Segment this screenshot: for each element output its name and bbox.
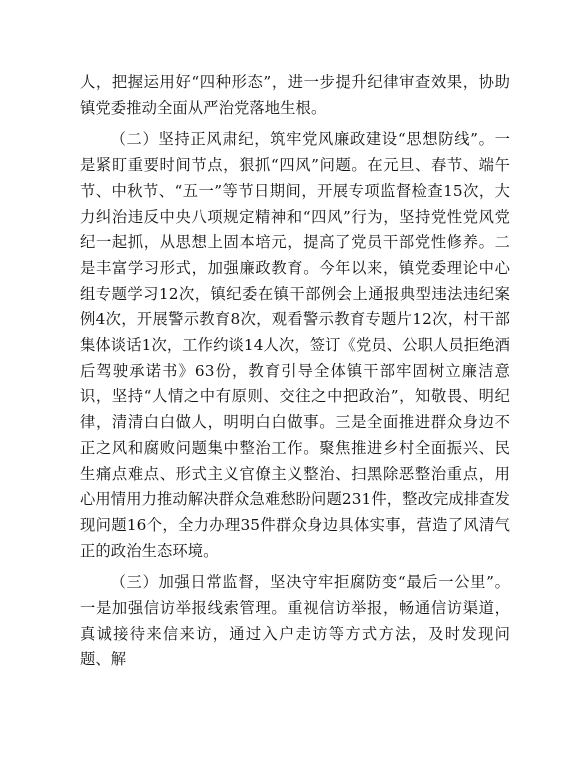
document-page	[80, 70, 510, 673]
paragraph-continuation: 人，把握运用好“四种形态”，进一步提升纪律审查效果，协助镇党委推动全面从严治党落地生根。	[80, 73, 510, 117]
paragraph-section-two: （二）坚持正风肃纪，筑牢党风廉政建设“思想防线”。一是紧盯重要时间节点，狠抓“四风”问题。在元旦、春节、端午节、中秋节、“五一”等节日期间，开展专项监督检查15次，大力纠治违反中央八项规定精神和“四风”行为，坚持党性党风党纪一起抓，从思想上固本培元，提高了党员干部党性修养。二是丰富学习形式，加强廉政教育。今年以来，镇党委理论中心组专题学习12次，镇纪委在镇干部例会上通报典型违法违纪案例4次，开展警示教育8次，观看警示教育专题片12次，村干部集体谈话1次，工作约谈14人次，签订《党员、公职人员拒绝酒后驾驶承诺书》63份，教育引导全体镇干部牢固树立廉洁意识，坚持“人情之中有原则、交往之中把政治”，知敬畏、明纪律，清清白白做人，明明白白做事。三是全面推进群众身边不正之风和腐败问题集中整治工作。聚焦推进乡村全面振兴、民生痛点难点、形式主义官僚主义整治、扫黑除恶整治重点，用心用情用力推动解决群众急难愁盼问题231件，整改完成排查发现问题16个，全力办理35件群众身边具体实事，营造了风清气正的政治生态环境。	[80, 130, 510, 560]
paragraph-section-three: （三）加强日常监督，坚决守牢拒腐防变“最后一公里”。一是加强信访举报线索管理。重视信访举报，畅通信访渠道，真诚接待来信来访，通过入户走访等方式方法，及时发现问题、解	[80, 573, 510, 669]
